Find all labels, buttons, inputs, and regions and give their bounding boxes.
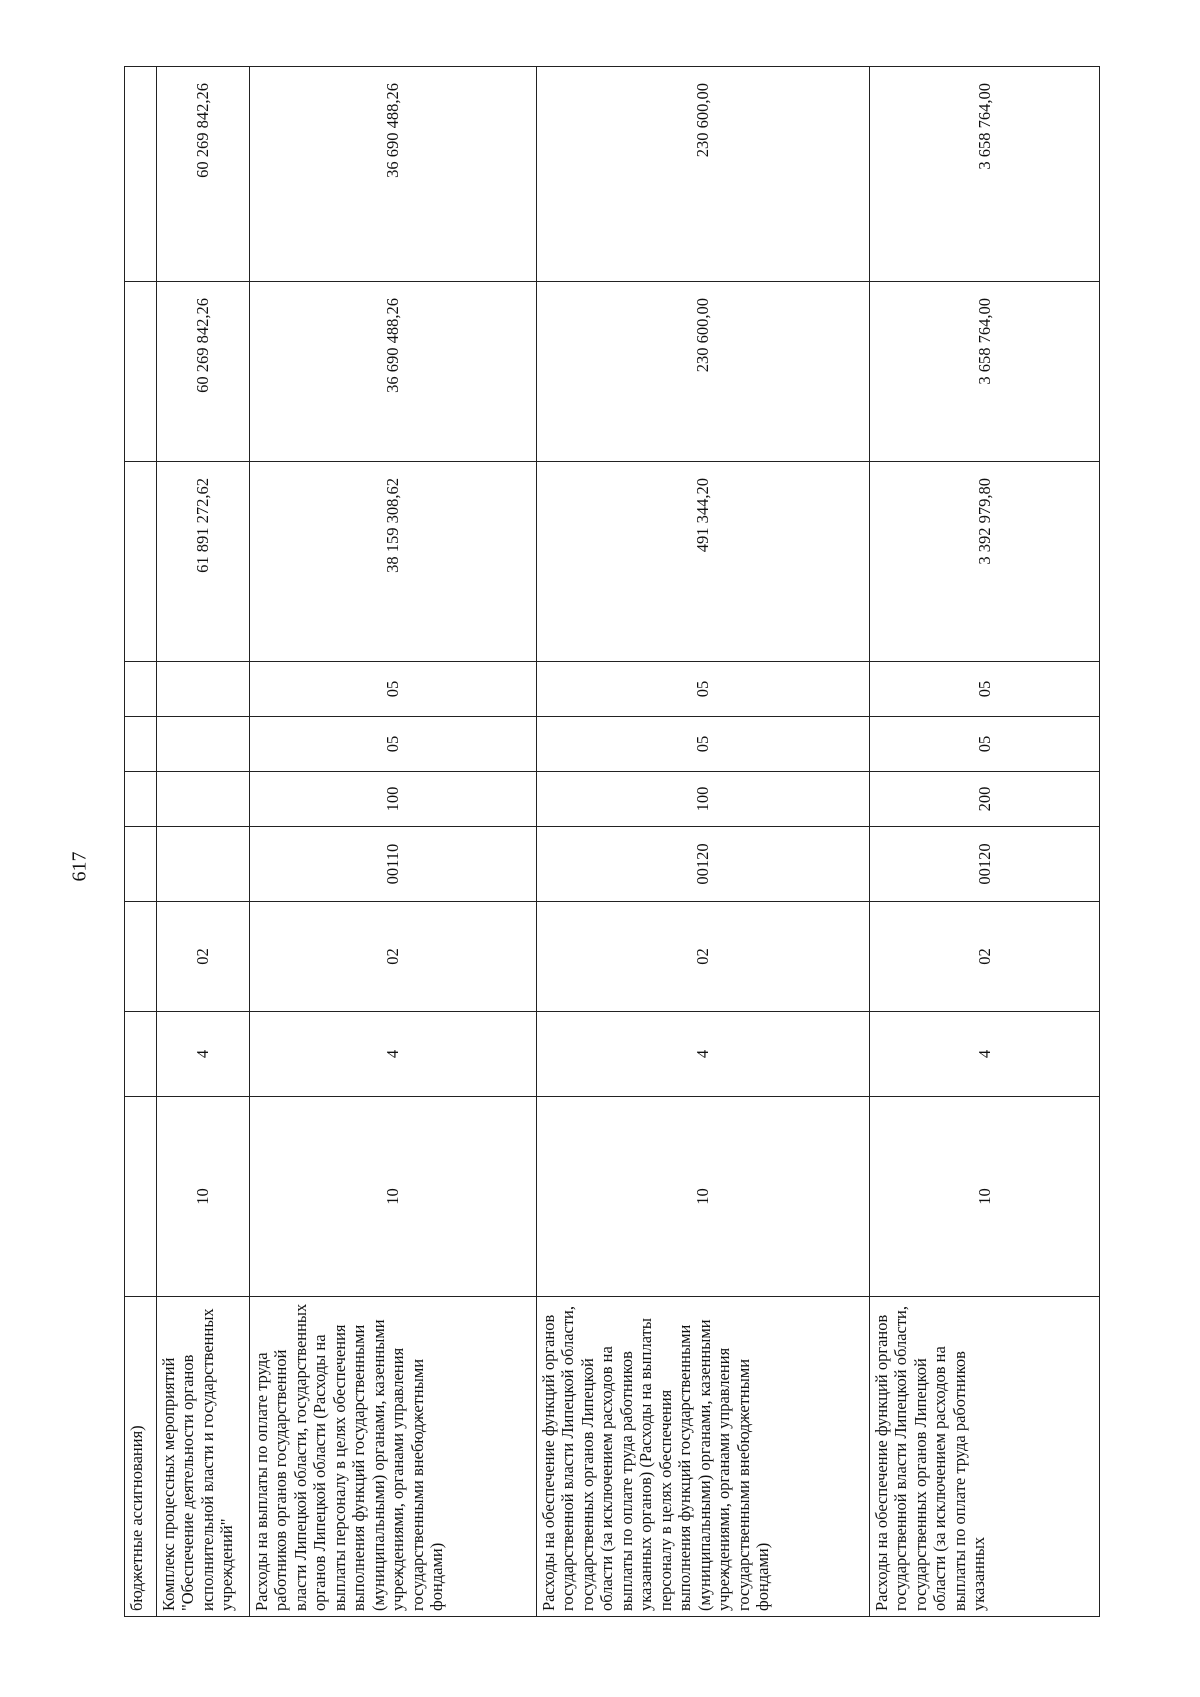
- code-cell: [157, 827, 250, 902]
- amount-cell: 3 392 979,80: [870, 462, 1100, 662]
- code-cell: 05: [870, 662, 1100, 717]
- table-row: [870, 67, 1100, 1617]
- amount-cell: 230 600,00: [537, 67, 870, 282]
- code-cell: 10: [250, 1097, 537, 1297]
- code-cell: 02: [537, 902, 870, 1012]
- code-cell: 10: [537, 1097, 870, 1297]
- amount-cell: 491 344,20: [537, 462, 870, 662]
- row-description: Расходы на обеспечение функций органов государственной власти Липецкой области, государственных органов Липецкой области (за исключением расходов на выплаты по оплате труда работников указанных органов) (Расходы на выплаты персоналу в целях обеспечения выполнения функций государственными (муниципальными) органами, казенными учреждениями, органами управления государственными внебюджетными фондами): [537, 1297, 870, 1617]
- amount-cell: 61 891 272,62: [157, 462, 250, 662]
- code-cell: [157, 772, 250, 827]
- row-description: Расходы на выплаты по оплате труда работников органов государственной власти Липецкой области, государственных органов Липецкой области (Расходы на выплаты персоналу в целях обеспечения выполнения функций государственными (муниципальными) органами, казенными учреждениями, органами управления государственными внебюджетными фондами): [250, 1297, 537, 1617]
- row-description: Расходы на обеспечение функций органов государственной власти Липецкой области, государственных органов Липецкой области (за исключением расходов на выплаты по оплате труда работников указанных: [870, 1297, 1100, 1617]
- code-cell: 100: [250, 772, 537, 827]
- code-cell: 05: [537, 662, 870, 717]
- code-cell: [157, 717, 250, 772]
- code-cell: 00120: [870, 827, 1100, 902]
- amount-cell: 38 159 308,62: [250, 462, 537, 662]
- amount-cell: 60 269 842,26: [157, 282, 250, 462]
- table-row: [537, 67, 870, 1617]
- table-row-continuation: [125, 67, 157, 1617]
- amount-cell: 36 690 488,26: [250, 282, 537, 462]
- code-cell: 05: [250, 717, 537, 772]
- code-cell: 02: [870, 902, 1100, 1012]
- budget-table: [124, 66, 1100, 1617]
- amount-cell: 230 600,00: [537, 282, 870, 462]
- amount-cell: 3 658 764,00: [870, 282, 1100, 462]
- code-cell: 05: [537, 717, 870, 772]
- table-row: [157, 67, 250, 1617]
- continuation-text: бюджетные ассигнования): [125, 1297, 157, 1617]
- code-cell: 02: [157, 902, 250, 1012]
- code-cell: 10: [870, 1097, 1100, 1297]
- code-cell: 4: [870, 1012, 1100, 1097]
- code-cell: 4: [537, 1012, 870, 1097]
- code-cell: 05: [870, 717, 1100, 772]
- row-description: Комплекс процессных мероприятий "Обеспечение деятельности органов исполнительной власти и государственных учреждений": [157, 1297, 250, 1617]
- code-cell: 100: [537, 772, 870, 827]
- code-cell: 4: [157, 1012, 250, 1097]
- code-cell: 200: [870, 772, 1100, 827]
- rotated-table-container: [124, 67, 1099, 1617]
- amount-cell: 36 690 488,26: [250, 67, 537, 282]
- table-row: [250, 67, 537, 1617]
- code-cell: 00120: [537, 827, 870, 902]
- code-cell: 02: [250, 902, 537, 1012]
- code-cell: 05: [250, 662, 537, 717]
- code-cell: 10: [157, 1097, 250, 1297]
- code-cell: [157, 662, 250, 717]
- amount-cell: 60 269 842,26: [157, 67, 250, 282]
- amount-cell: 3 658 764,00: [870, 67, 1100, 282]
- code-cell: 00110: [250, 827, 537, 902]
- page-number: 617: [68, 851, 91, 882]
- code-cell: 4: [250, 1012, 537, 1097]
